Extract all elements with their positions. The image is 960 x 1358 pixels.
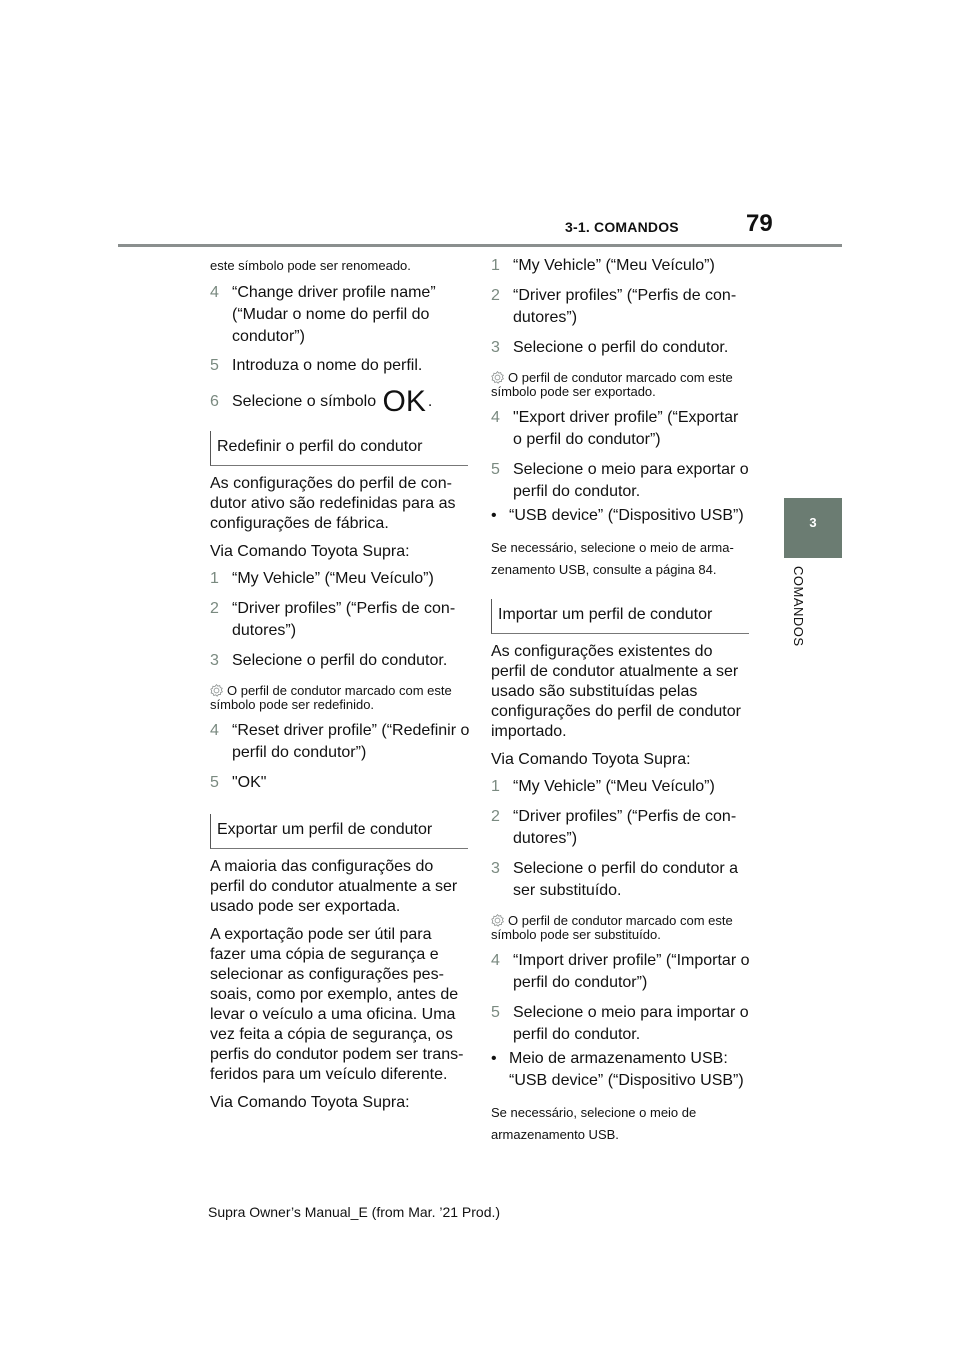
step-item bbox=[491, 285, 751, 329]
step-item bbox=[210, 772, 470, 794]
note-text: O perfil de condutor marcado com este símbolo pode ser exportado. bbox=[491, 370, 733, 399]
chapter-tab bbox=[784, 498, 842, 558]
note bbox=[210, 684, 470, 712]
step-item bbox=[210, 385, 470, 418]
step-number: 4 bbox=[210, 722, 219, 739]
step-number: 1 bbox=[210, 570, 219, 587]
step-number: 2 bbox=[491, 287, 500, 304]
section-heading: Exportar um perfil de condutor bbox=[210, 814, 468, 849]
note-text: O perfil de condutor marcado com este símbolo pode ser substituído. bbox=[491, 913, 733, 942]
section-heading: Redefinir o perfil do condutor bbox=[210, 431, 468, 466]
step-text: “Import driver profile” (“Importar o perfil do condutor”) bbox=[513, 952, 750, 991]
via-text: Via Comando Toyota Supra: bbox=[210, 1094, 410, 1111]
step-text-end: . bbox=[427, 393, 433, 410]
step-item bbox=[491, 776, 751, 798]
paragraph: As configurações existentes do perfil de condutor atualmente a ser usado são substituídas pelas configurações do perfil de condutor importado. bbox=[491, 643, 741, 740]
bullet-dot: • bbox=[491, 507, 497, 524]
step-text: “Change driver profile name” (“Mudar o nome do perfil do condutor”) bbox=[232, 284, 436, 345]
step-number: 4 bbox=[491, 409, 500, 426]
step-item bbox=[491, 407, 751, 451]
step-item bbox=[210, 282, 470, 348]
step-number: 6 bbox=[210, 393, 219, 410]
step-item bbox=[491, 337, 751, 359]
note bbox=[491, 914, 751, 942]
step-text: Selecione o perfil do condutor. bbox=[513, 339, 729, 356]
step-number: 4 bbox=[210, 284, 219, 301]
step-item bbox=[491, 255, 751, 277]
step-text: Introduza o nome do perfil. bbox=[232, 357, 423, 374]
ok-symbol-icon: OK bbox=[382, 385, 426, 418]
bullet-dot: • bbox=[491, 1050, 497, 1067]
step-number: 5 bbox=[210, 774, 219, 791]
small-note: Se necessário, selecione o meio de arma- zenamento USB, consulte a página 84. bbox=[491, 540, 734, 577]
step-text: Selecione o meio para exportar o perfil do condutor. bbox=[513, 461, 749, 500]
step-number: 5 bbox=[210, 357, 219, 374]
step-item bbox=[210, 355, 470, 377]
step-text: “Driver profiles” (“Perfis de con- dutores”) bbox=[513, 287, 737, 326]
step-text: “My Vehicle” (“Meu Veículo”) bbox=[513, 257, 715, 274]
step-text: Selecione o perfil do condutor a ser substituído. bbox=[513, 860, 739, 899]
note bbox=[491, 371, 751, 399]
step-number: 2 bbox=[491, 808, 500, 825]
gear-icon bbox=[491, 914, 504, 927]
paragraph: A exportação pode ser útil para fazer uma cópia de segurança e selecionar as configurações pes- soais, como por exemplo, antes de levar o veículo a uma oficina. Uma vez feita a cópia de segurança, os perfis do condutor podem ser trans- feridos para um veículo diferente. bbox=[210, 926, 464, 1083]
gear-icon bbox=[210, 684, 223, 697]
via-text: Via Comando Toyota Supra: bbox=[491, 751, 691, 768]
step-number: 2 bbox=[210, 600, 219, 617]
step-text: "Export driver profile” (“Exportar o perfil do condutor”) bbox=[513, 409, 739, 448]
step-item bbox=[491, 950, 751, 994]
footer-text: Supra Owner’s Manual_E (from Mar. ’21 Prod.) bbox=[208, 1204, 501, 1220]
step-item bbox=[491, 858, 751, 902]
step-item bbox=[491, 806, 751, 850]
gear-icon bbox=[491, 371, 504, 384]
bullet-text: “USB device” (“Dispositivo USB”) bbox=[509, 507, 744, 524]
chapter-tab-number: 3 bbox=[809, 515, 817, 530]
step-number: 4 bbox=[491, 952, 500, 969]
step-text: “Driver profiles” (“Perfis de con- dutores”) bbox=[513, 808, 737, 847]
bullet-item bbox=[491, 505, 751, 527]
step-text: “Reset driver profile” (“Redefinir o perfil do condutor”) bbox=[232, 722, 470, 761]
step-text: Selecione o perfil do condutor. bbox=[232, 652, 448, 669]
step-item bbox=[491, 459, 751, 503]
via-text: Via Comando Toyota Supra: bbox=[210, 543, 410, 560]
step-item bbox=[491, 1002, 751, 1046]
step-text: Selecione o meio para importar o perfil do condutor. bbox=[513, 1004, 749, 1043]
note-text: O perfil de condutor marcado com este símbolo pode ser redefinido. bbox=[210, 683, 452, 712]
step-item bbox=[210, 720, 470, 764]
step-text: "OK" bbox=[232, 774, 267, 791]
step-number: 1 bbox=[491, 778, 500, 795]
step-text: “My Vehicle” (“Meu Veículo”) bbox=[232, 570, 434, 587]
step-item bbox=[210, 650, 470, 672]
header-rule bbox=[118, 244, 842, 247]
intro-text: este símbolo pode ser renomeado. bbox=[210, 258, 411, 273]
step-item bbox=[210, 568, 470, 590]
step-text: “Driver profiles” (“Perfis de con- dutores”) bbox=[232, 600, 456, 639]
bullet-text: Meio de armazenamento USB: “USB device” (“Dispositivo USB”) bbox=[509, 1050, 744, 1089]
step-number: 3 bbox=[491, 339, 500, 356]
chapter-tab-label: COMANDOS bbox=[791, 566, 806, 647]
bullet-item bbox=[491, 1048, 751, 1092]
step-item bbox=[210, 598, 470, 642]
step-number: 1 bbox=[491, 257, 500, 274]
paragraph: As configurações do perfil de con- dutor ativo são redefinidas para as configurações de fábrica. bbox=[210, 475, 456, 532]
section-heading: Importar um perfil de condutor bbox=[491, 599, 749, 634]
step-number: 3 bbox=[210, 652, 219, 669]
section-title: 3-1. COMANDOS bbox=[565, 219, 679, 235]
left-column bbox=[210, 255, 470, 1113]
step-number: 3 bbox=[491, 860, 500, 877]
step-text: “My Vehicle” (“Meu Veículo”) bbox=[513, 778, 715, 795]
right-column bbox=[491, 255, 751, 1146]
step-number: 5 bbox=[491, 461, 500, 478]
paragraph: A maioria das configurações do perfil do condutor atualmente a ser usado pode ser exportada. bbox=[210, 858, 458, 915]
page-number: 79 bbox=[746, 210, 773, 237]
small-note: Se necessário, selecione o meio de armazenamento USB. bbox=[491, 1105, 697, 1142]
step-number: 5 bbox=[491, 1004, 500, 1021]
step-text: Selecione o símbolo bbox=[232, 393, 377, 410]
